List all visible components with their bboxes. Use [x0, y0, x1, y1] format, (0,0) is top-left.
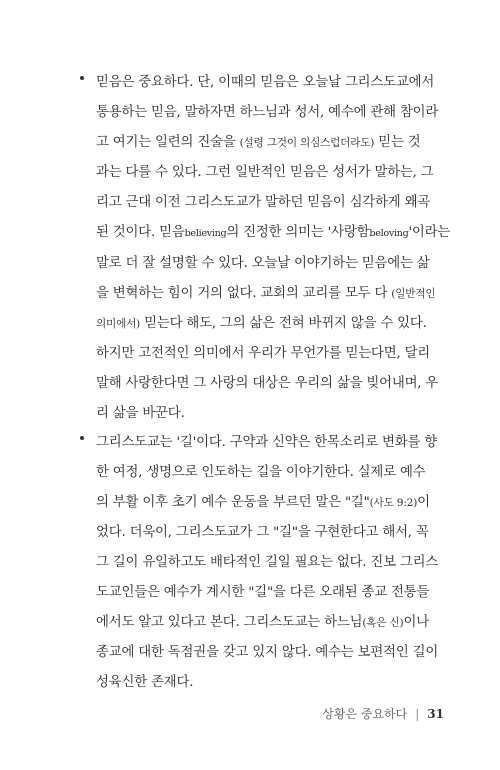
text-run: 의 진정한 의미는 '사랑함: [226, 225, 370, 240]
scripture-reference: (사도 9:2): [369, 497, 418, 509]
text-run: 이: [417, 495, 430, 510]
text-line: 도교인들은 예수가 계시한 "길"을 다른 오래된 종교 전통들: [96, 585, 430, 600]
text-line: 말로 더 잘 설명할 수 있다. 오늘날 이야기하는 믿음에는 삶: [96, 256, 430, 271]
text-run: '이라는: [408, 225, 451, 240]
text-run: 믿는다 해도, 그의 삶은 전혀 바뀌지 않을 수 있다.: [140, 316, 427, 331]
text-line: 그 길이 유일하고도 배타적인 길일 필요는 없다. 진보 그리스: [96, 555, 439, 570]
text-line: 통용하는 믿음, 말하자면 하느님과 성서, 예수에 관해 참이라: [96, 105, 439, 120]
text-line: 한 여정, 생명으로 인도하는 길을 이야기한다. 실제로 예수: [96, 465, 426, 480]
text-line: [96, 218, 451, 249]
text-line: [96, 488, 444, 518]
parenthetical-note: (설령 그것이 의심스럽더라도): [239, 137, 375, 149]
text-line: 리고 근대 이전 그리스도교가 말하던 믿음이 심각하게 왜곡: [96, 195, 431, 210]
parenthetical-note: (혹은 신): [362, 617, 404, 629]
bullet-dot: [80, 436, 84, 440]
english-gloss: believing: [184, 228, 227, 239]
text-line: 종교에 대한 독점권을 갖고 있지 않다. 예수는 보편적인 길이: [96, 645, 439, 660]
text-line: 었다. 더욱이, 그리스도교가 그 "길"을 구현한다고 해서, 꼭: [96, 525, 429, 540]
text-line: 성육신한 존재다.: [96, 675, 194, 690]
text-line: 하지만 고전적인 의미에서 우리가 무언가를 믿는다면, 달리: [96, 346, 431, 361]
bullet-dot: [80, 76, 84, 80]
text-line: 과는 다를 수 있다. 그런 일반적인 믿음은 성서가 말하는, 그: [96, 165, 434, 180]
text-run: 고 여기는 일련의 진술을: [96, 135, 240, 150]
text-run: 에서도 알고 있다고 본다. 그리스도교는 하느님: [96, 615, 363, 630]
bullet-paragraph-2: [96, 428, 444, 698]
text-line: [96, 279, 444, 309]
text-run: 이나: [403, 615, 429, 630]
text-run: 된 것이다. 믿음: [96, 225, 185, 240]
text-run: 을 변혁하는 힘이 거의 없다. 교회의 교리를 모두 다: [96, 286, 392, 301]
text-line: 믿음은 중요하다. 단, 이때의 믿음은 오늘날 그리스도교에서: [96, 75, 435, 90]
text-run: 믿는 것: [374, 135, 421, 150]
text-line: 리 삶을 바꾼다.: [96, 406, 185, 421]
text-line: [96, 309, 444, 339]
bullet-paragraph-1: [96, 68, 451, 429]
text-line: [96, 128, 444, 158]
english-gloss: beloving: [369, 228, 409, 239]
text-run: 의 부활 이후 초기 예수 운동을 부르던 말은 "길": [96, 495, 370, 510]
text-line: [96, 608, 444, 638]
footer-separator: |: [415, 707, 420, 721]
running-title: 상황은 중요하다: [322, 707, 408, 721]
page-footer: [0, 705, 444, 722]
page-number: 31: [427, 707, 444, 721]
parenthetical-note: 의미에서): [96, 318, 141, 330]
text-line: 그리스도교는 '길'이다. 구약과 신약은 한목소리로 변화를 향: [96, 435, 438, 450]
text-line: 말해 사랑한다면 그 사랑의 대상은 우리의 삶을 빚어내며, 우: [96, 376, 439, 391]
parenthetical-note: (일반적인: [391, 288, 436, 300]
